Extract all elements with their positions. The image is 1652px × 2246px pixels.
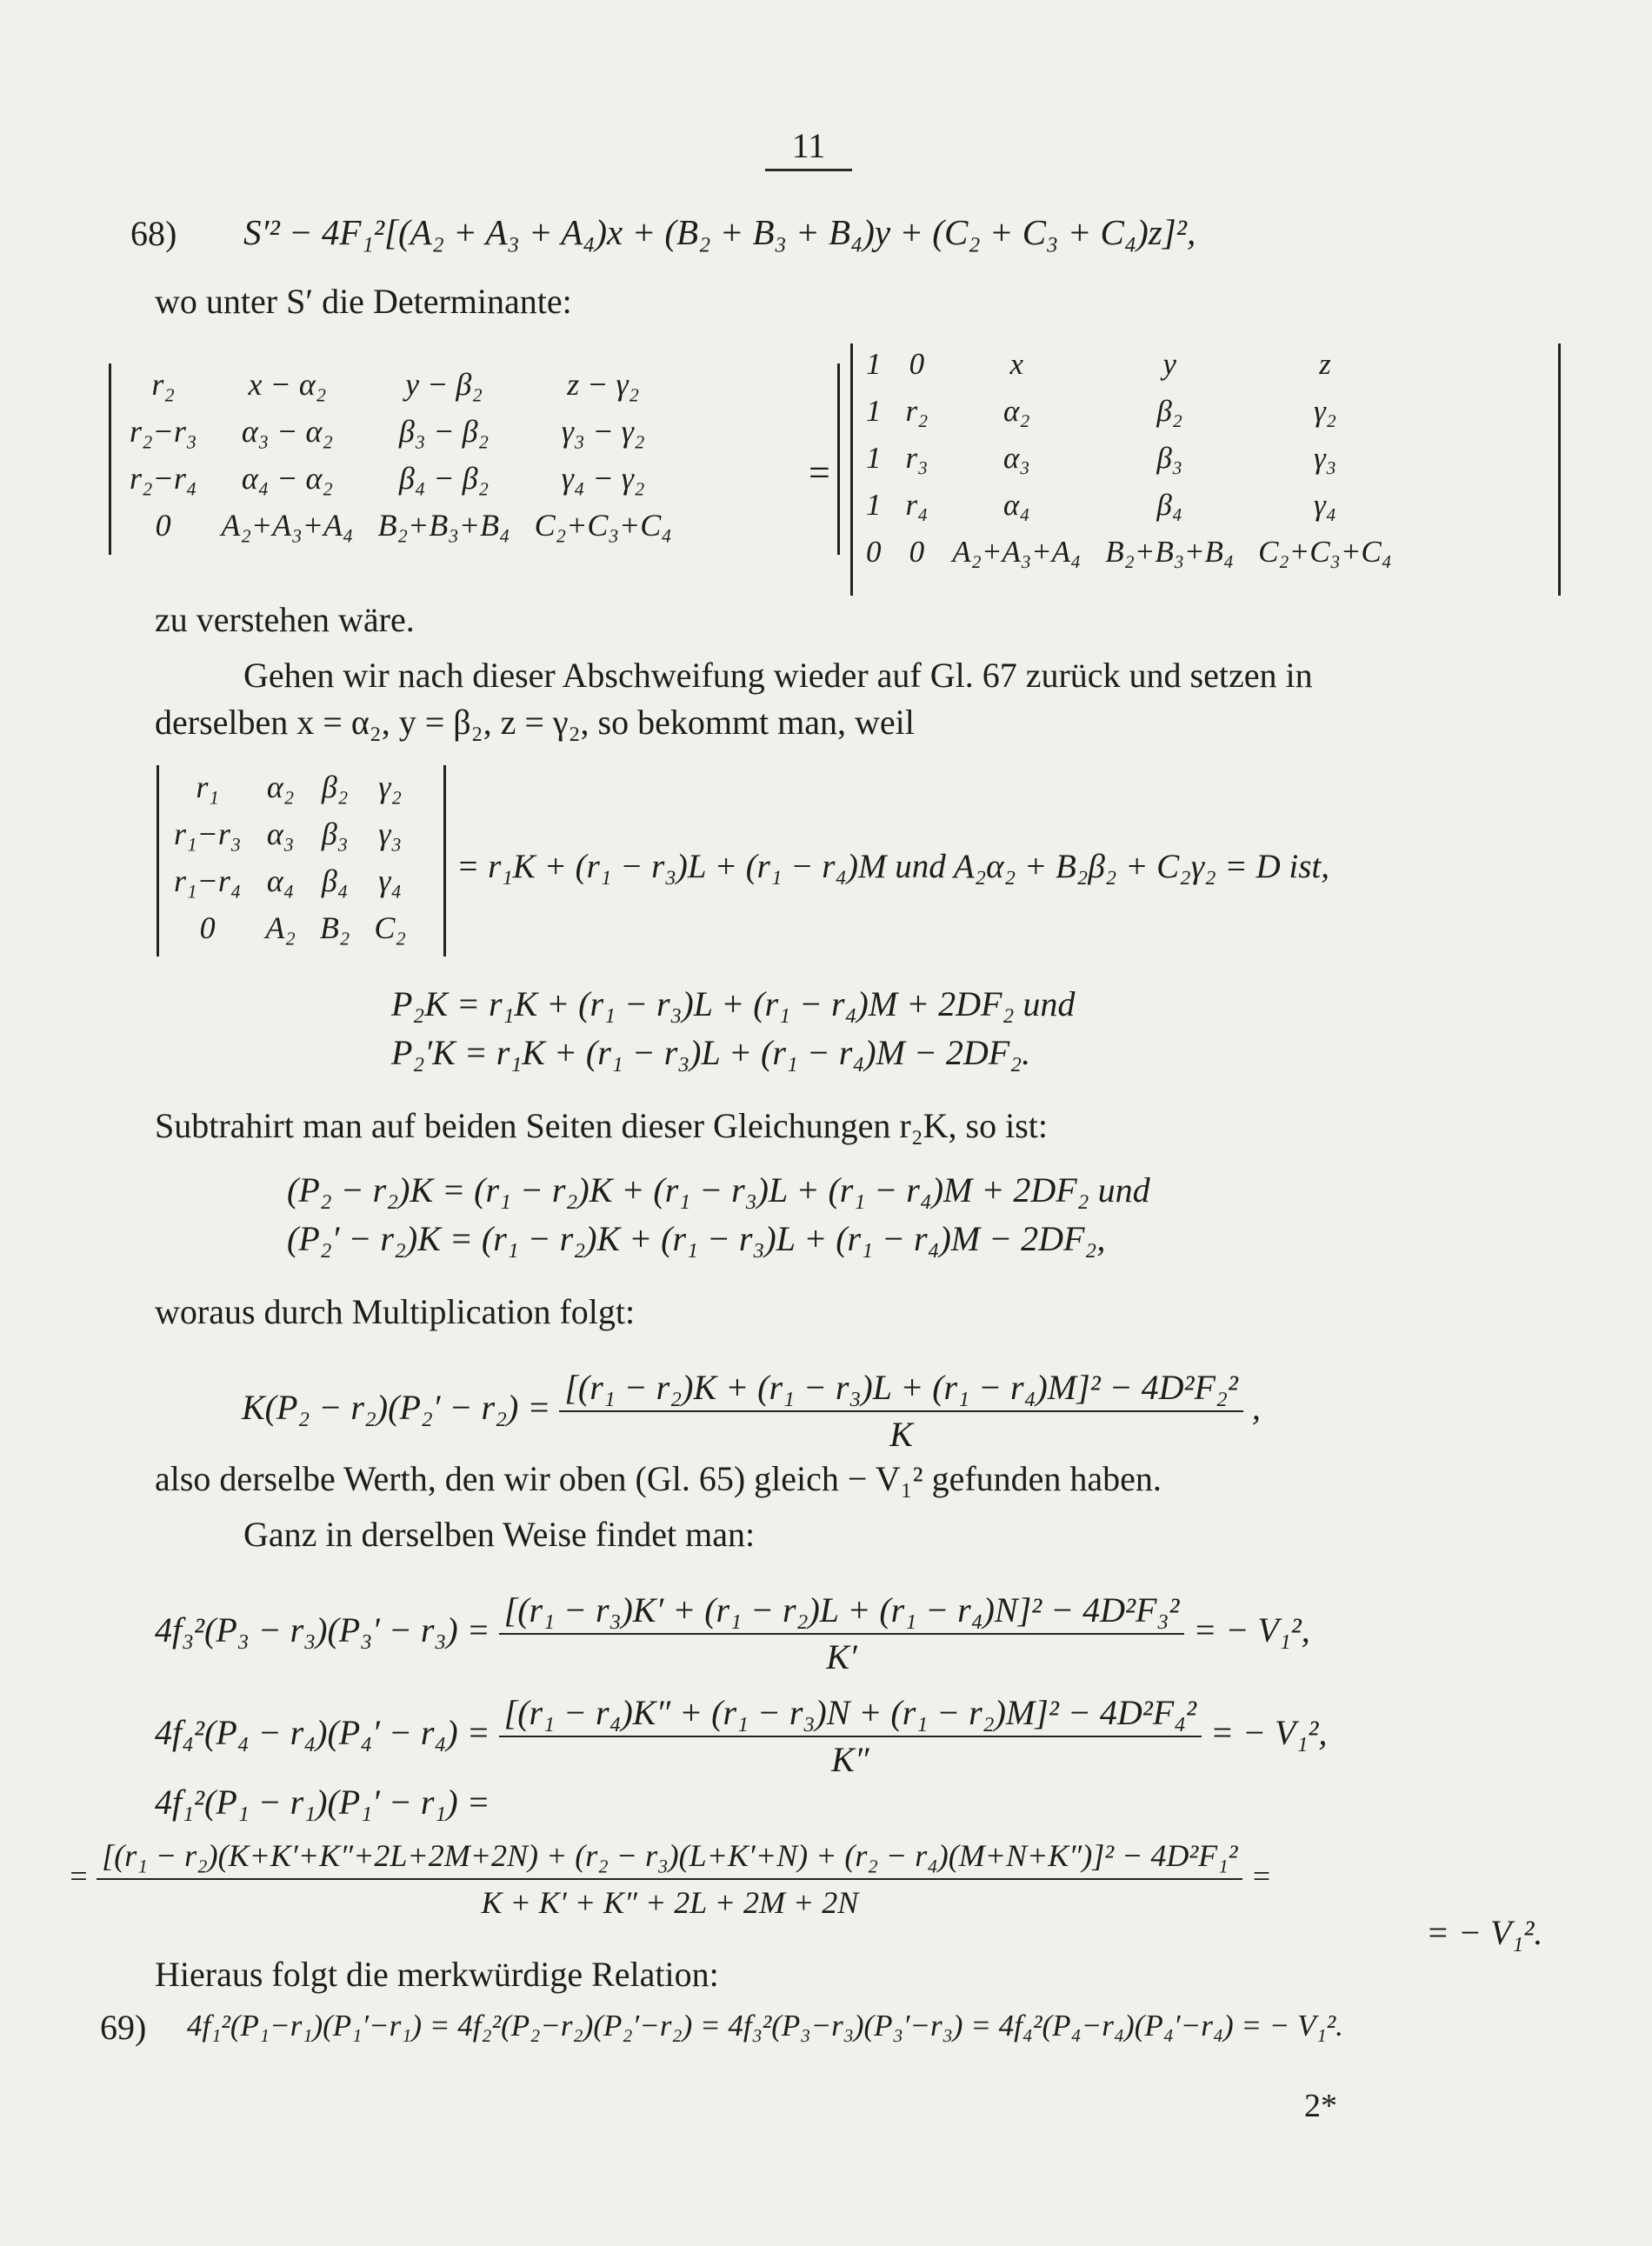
- f1-numerator: [(r₁ − r₂)(K+K′+K″+2L+2M+2N) + (r₂ − r₃)(L+K′+N) + (r₂ − r₄)(M+N+K″)]² − 4D²F₁²: [97, 1833, 1242, 1880]
- det3-cell: α₃: [266, 816, 295, 851]
- det1-cell: γ₄ − γ₂: [561, 461, 645, 496]
- det2-cell: β₂: [1156, 394, 1182, 428]
- det2-cell: β₃: [1156, 441, 1182, 475]
- det2-cell: r₃: [905, 441, 929, 475]
- det3-cell: γ₂: [378, 770, 402, 804]
- det1-cell: B₂+B₃+B₄: [377, 508, 510, 543]
- det3-cell: B₂: [319, 910, 350, 945]
- equals-sign: =: [809, 451, 830, 494]
- det3-cell: α₄: [266, 863, 295, 898]
- mult-tail: ,: [1251, 1388, 1261, 1428]
- f3-fraction: [499, 1588, 1185, 1680]
- equation-mult: [242, 1365, 1261, 1457]
- text-zu-verstehen: zu verstehen wäre.: [155, 600, 415, 639]
- det2-cell: z: [1319, 347, 1331, 381]
- det3-cell: γ₃: [378, 816, 402, 851]
- determinant-2: [854, 341, 1404, 576]
- det3-left-bar: [157, 765, 159, 956]
- text-woraus: woraus durch Multiplication folgt:: [155, 1292, 636, 1331]
- text-gehen-line-1: Gehen wir nach dieser Abschweifung wieder auf Gl. 67 zurück und setzen in: [243, 656, 1313, 695]
- equation-68: S′² − 4F₁²[(A₂ + A₃ + A₄)x + (B₂ + B₃ + B₄)y + (C₂ + C₃ + C₄)z]²,: [243, 212, 1196, 252]
- det2-cell: α₃: [1003, 441, 1030, 475]
- det2-cell: x: [1009, 347, 1024, 381]
- det2-cell: r₂: [905, 394, 929, 428]
- det2-cell: γ₄: [1313, 488, 1336, 522]
- det2-cell: 1: [866, 441, 882, 475]
- det1-cell: x − α₂: [248, 367, 327, 402]
- det1-cell: A₂+A₃+A₄: [221, 508, 354, 543]
- det2-cell: C₂+C₃+C₄: [1258, 535, 1392, 569]
- mult-denominator: K: [889, 1415, 913, 1454]
- det3-cell: A₂: [265, 910, 296, 945]
- f4-numerator: [(r₁ − r₄)K″ + (r₁ − r₃)N + (r₁ − r₂)M]² − 4D²F₄²: [499, 1690, 1202, 1737]
- det3-cell: β₂: [321, 770, 349, 804]
- f1-trail: =: [1250, 1858, 1272, 1894]
- det2-cell: 1: [866, 347, 882, 381]
- text-also: also derselbe Werth, den wir oben (Gl. 65) gleich − V₁² gefunden haben.: [155, 1459, 1162, 1498]
- equation-f1-lhs: 4f₁²(P₁ − r₁)(P₁′ − r₁) =: [155, 1783, 490, 1822]
- equation-p2k-1: P₂K = r₁K + (r₁ − r₃)L + (r₁ − r₄)M + 2DF₂ und: [391, 984, 1076, 1023]
- det3-right-bar: [443, 765, 446, 956]
- det1-cell: z − γ₂: [567, 367, 640, 402]
- det2-cell: 0: [909, 535, 925, 569]
- det3-rhs: = r₁K + (r₁ − r₃)L + (r₁ − r₄)M und A₂α₂ + B₂β₂ + C₂γ₂ = D ist,: [456, 848, 1329, 885]
- equation-f1: [68, 1833, 1272, 1925]
- f3-rhs: = − V₁²,: [1193, 1610, 1310, 1650]
- mult-fraction: [559, 1365, 1243, 1457]
- determinant-1: [117, 361, 684, 549]
- determinant-3: [162, 763, 418, 951]
- f3-numerator: [(r₁ − r₃)K′ + (r₁ − r₂)L + (r₁ − r₄)N]² − 4D²F₃²: [499, 1588, 1185, 1635]
- det1-cell: r₂: [151, 367, 175, 402]
- text-ganz: Ganz in derselben Weise findet man:: [243, 1515, 756, 1554]
- text-gehen-line-2: derselben x = α₂, y = β₂, z = γ₂, so bekommt man, weil: [155, 703, 915, 742]
- det3-cell: 0: [199, 910, 216, 945]
- f1-denominator: K + K′ + K″ + 2L + 2M + 2N: [481, 1885, 859, 1920]
- det1-cell: α₄ − α₂: [241, 461, 333, 496]
- det2-cell: A₂+A₃+A₄: [952, 535, 1082, 569]
- det1-right-bar: [837, 363, 840, 555]
- f4-rhs: = − V₁²,: [1210, 1713, 1328, 1753]
- mult-numerator: [(r₁ − r₂)K + (r₁ − r₃)L + (r₁ − r₄)M]² − 4D²F₂²: [559, 1365, 1243, 1412]
- det2-cell: 0: [866, 535, 882, 569]
- det1-cell: β₄ − β₂: [398, 461, 490, 496]
- det3-cell: r₁−r₃: [174, 816, 242, 851]
- det1-cell: 0: [155, 508, 171, 543]
- equation-69: 4f₁²(P₁−r₁)(P₁′−r₁) = 4f₂²(P₂−r₂)(P₂′−r₂) = 4f₃²(P₃−r₃)(P₃′−r₃) = 4f₄²(P₄−r₄)(P₄′−r₄) = − V₁².: [187, 2009, 1343, 2043]
- det2-cell: γ₃: [1313, 441, 1336, 475]
- det3-cell: r₁: [196, 770, 219, 804]
- f3-lhs: 4f₃²(P₃ − r₃)(P₃′ − r₃) =: [155, 1610, 490, 1650]
- f4-lhs: 4f₄²(P₄ − r₄)(P₄′ − r₄) =: [155, 1713, 490, 1753]
- det3-cell: β₄: [321, 863, 349, 898]
- det2-cell: y: [1162, 347, 1176, 381]
- equation-sub-1: (P₂ − r₂)K = (r₁ − r₂)K + (r₁ − r₃)L + (r₁ − r₄)M + 2DF₂ und: [287, 1170, 1150, 1210]
- det1-cell: γ₃ − γ₂: [561, 414, 645, 449]
- det2-cell: 1: [866, 488, 882, 522]
- equation-f3: [155, 1588, 1310, 1680]
- det2-cell: 1: [866, 394, 882, 428]
- det2-left-bar: [850, 343, 853, 596]
- det2-cell: α₂: [1003, 394, 1030, 428]
- det3-cell: γ₄: [378, 863, 402, 898]
- det1-cell: β₃ − β₂: [398, 414, 490, 449]
- text-wo-unter: wo unter S′ die Determinante:: [155, 282, 572, 321]
- det1-cell: y − β₂: [405, 367, 483, 402]
- page-number: 11: [765, 123, 852, 171]
- det1-left-bar: [109, 363, 111, 555]
- equation-p2k-2: P₂′K = r₁K + (r₁ − r₃)L + (r₁ − r₄)M − 2DF₂.: [391, 1033, 1031, 1072]
- det3-cell: β₃: [321, 816, 349, 851]
- det2-cell: B₂+B₃+B₄: [1105, 535, 1235, 569]
- det2-cell: r₄: [905, 488, 929, 522]
- det2-cell: α₄: [1003, 488, 1030, 522]
- det2-cell: β₄: [1156, 488, 1182, 522]
- equation-f4: [155, 1690, 1327, 1783]
- det1-cell: C₂+C₃+C₄: [534, 508, 672, 543]
- equation-sub-2: (P₂′ − r₂)K = (r₁ − r₂)K + (r₁ − r₃)L + (r₁ − r₄)M − 2DF₂,: [287, 1219, 1106, 1258]
- equation-f1-final: = − V₁².: [1426, 1913, 1543, 1952]
- det3-cell: α₂: [266, 770, 295, 804]
- det2-cell: 0: [909, 347, 925, 381]
- det3-cell: C₂: [374, 910, 406, 945]
- det2-right-bar: [1558, 343, 1561, 596]
- det1-cell: r₂−r₄: [130, 461, 197, 496]
- det3-cell: r₁−r₄: [174, 863, 242, 898]
- text-subtrahirt: Subtrahirt man auf beiden Seiten dieser Gleichungen r₂K, so ist:: [155, 1106, 1049, 1145]
- equation-label-69: 69): [100, 2008, 147, 2047]
- f4-denominator: K″: [831, 1740, 869, 1779]
- mult-lhs: K(P₂ − r₂)(P₂′ − r₂) =: [242, 1388, 551, 1428]
- signature-mark: 2*: [1304, 2088, 1337, 2124]
- det1-cell: α₃ − α₂: [241, 414, 333, 449]
- f4-fraction: [499, 1690, 1202, 1783]
- f3-denominator: K′: [826, 1637, 857, 1676]
- det1-cell: r₂−r₃: [130, 414, 197, 449]
- equation-label-68: 68): [130, 214, 177, 253]
- f1-fraction: [97, 1833, 1242, 1925]
- f1-lead: =: [68, 1858, 90, 1894]
- text-hieraus: Hieraus folgt die merkwürdige Relation:: [155, 1955, 719, 1994]
- det2-cell: γ₂: [1313, 394, 1336, 428]
